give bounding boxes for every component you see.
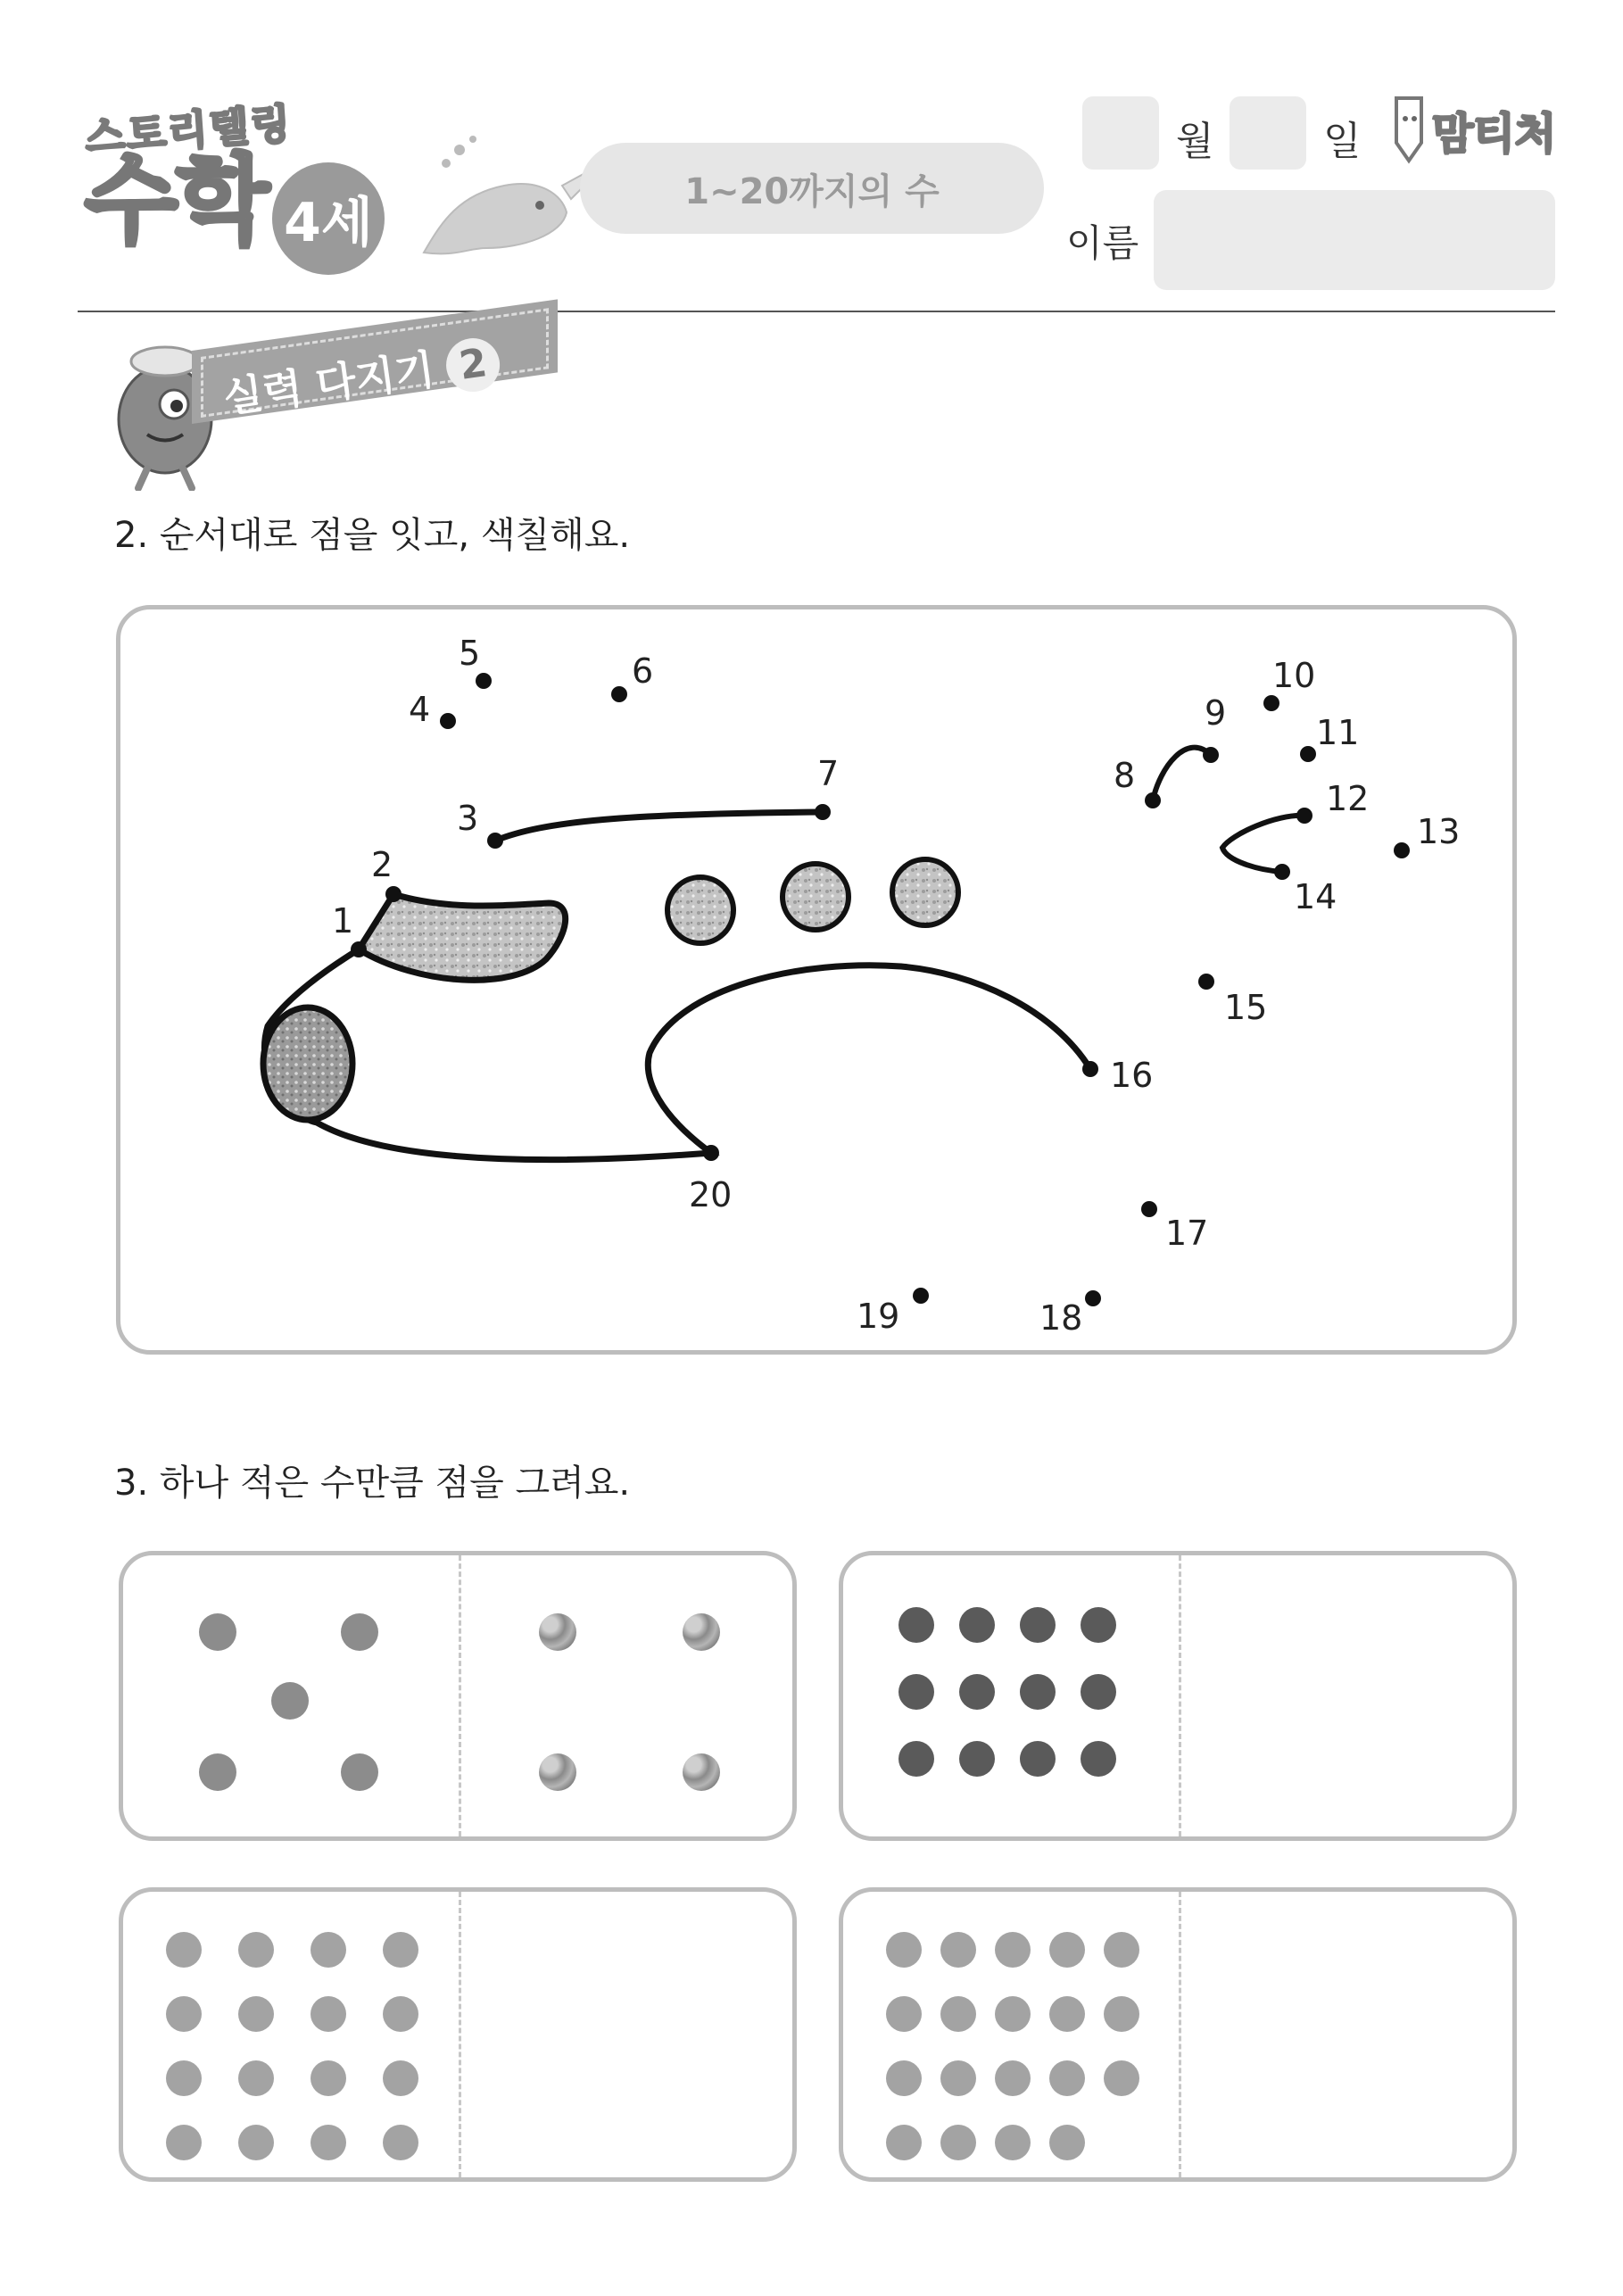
answer-dot [683, 1613, 720, 1651]
dot-4 [440, 713, 456, 729]
example-dot [886, 2060, 922, 2096]
example-dot [238, 2060, 274, 2096]
dot-19 [913, 1288, 929, 1304]
dot-6 [611, 686, 627, 702]
box-divider [1179, 1892, 1181, 2177]
label-2: 2 [371, 845, 393, 884]
porthole-3 [892, 859, 958, 925]
series-title: 스토리텔링 [83, 98, 294, 162]
answer-area[interactable] [1182, 1892, 1512, 2177]
answer-dot [539, 1613, 576, 1651]
answer-dot [683, 1753, 720, 1791]
topic-pill: 1~20까지의 수 [580, 143, 1044, 234]
label-18: 18 [1039, 1298, 1083, 1338]
dot-5 [476, 673, 492, 689]
example-dot [940, 1996, 976, 2032]
dot-1 [351, 941, 367, 957]
answer-area[interactable] [1182, 1555, 1512, 1836]
example-dot [383, 2060, 418, 2096]
example-dot [311, 2060, 346, 2096]
example-dot [271, 1682, 309, 1720]
flame-curve-lower [1222, 816, 1304, 872]
rocket-nose [263, 1007, 352, 1120]
dot-16 [1082, 1061, 1098, 1077]
example-dot [1104, 2060, 1139, 2096]
label-16: 16 [1110, 1056, 1154, 1095]
label-17: 17 [1165, 1214, 1209, 1253]
dot-3 [487, 833, 503, 849]
box-nineteen [839, 1887, 1517, 2182]
example-dot [886, 1932, 922, 1968]
example-dot [898, 1674, 934, 1710]
box-twelve [839, 1551, 1517, 1841]
label-13: 13 [1417, 812, 1461, 851]
example-dot [166, 2060, 202, 2096]
label-4: 4 [409, 690, 431, 729]
month-label: 월 [1176, 119, 1214, 164]
label-5: 5 [459, 634, 481, 673]
example-dot [995, 2060, 1031, 2096]
example-dot [341, 1613, 378, 1651]
dot-12 [1296, 808, 1312, 824]
age-badge: 4세 [272, 162, 385, 275]
dot-14 [1274, 864, 1290, 880]
example-dot [199, 1613, 236, 1651]
example-dot [383, 2125, 418, 2160]
example-dot [886, 2125, 922, 2160]
label-20: 20 [689, 1175, 733, 1214]
example-dot [1104, 1996, 1139, 2032]
rocket-canopy [359, 894, 566, 980]
example-dot [1020, 1607, 1056, 1643]
name-label: 이름 [1066, 221, 1139, 265]
question-3-text: 3. 하나 적은 수만큼 점을 그려요. [114, 1463, 631, 1504]
example-dot [959, 1674, 995, 1710]
answer-area[interactable] [462, 1892, 792, 2177]
example-dot [311, 1996, 346, 2032]
subject-title: 수학 [85, 145, 268, 257]
example-dot [166, 2125, 202, 2160]
dot-17 [1141, 1201, 1157, 1217]
flame-curve-upper [1153, 748, 1211, 800]
label-12: 12 [1326, 779, 1370, 818]
example-dot [199, 1753, 236, 1791]
example-dot [166, 1932, 202, 1968]
question-2-text: 2. 순서대로 점을 잇고, 색칠해요. [114, 515, 631, 556]
example-dot [1081, 1741, 1116, 1777]
rocket-body-outline [264, 949, 1090, 1160]
dot-11 [1300, 746, 1316, 762]
label-9: 9 [1205, 693, 1227, 733]
day-label: 일 [1323, 119, 1362, 164]
publisher-name: 맘티처 [1432, 109, 1557, 159]
example-dot [166, 1996, 202, 2032]
section-number: 2 [443, 335, 503, 395]
label-6: 6 [632, 651, 654, 691]
dot-15 [1198, 974, 1214, 990]
dot-20 [703, 1145, 719, 1161]
box-five [119, 1551, 797, 1841]
answer-dot [539, 1753, 576, 1791]
label-11: 11 [1316, 713, 1360, 752]
example-dot [959, 1741, 995, 1777]
example-dot [995, 1932, 1031, 1968]
example-dot [1020, 1741, 1056, 1777]
label-14: 14 [1294, 877, 1337, 916]
dot-2 [385, 886, 402, 902]
example-dot [995, 2125, 1031, 2160]
dot-13 [1394, 842, 1410, 858]
example-dot [959, 1607, 995, 1643]
example-dot [1081, 1674, 1116, 1710]
section-title: 실력 다지기 [219, 344, 438, 423]
example-dot [886, 1996, 922, 2032]
example-dot [341, 1753, 378, 1791]
example-dot [940, 2060, 976, 2096]
example-dot [311, 1932, 346, 1968]
label-15: 15 [1224, 988, 1268, 1027]
porthole-2 [783, 864, 849, 930]
example-dot [1104, 1932, 1139, 1968]
example-dot [383, 1932, 418, 1968]
porthole-1 [667, 877, 733, 943]
example-dot [238, 2125, 274, 2160]
example-dot [238, 1996, 274, 2032]
example-dot [383, 1996, 418, 2032]
example-dot [940, 1932, 976, 1968]
example-dot [898, 1741, 934, 1777]
example-dot [898, 1607, 934, 1643]
example-dot [940, 2125, 976, 2160]
label-8: 8 [1114, 756, 1136, 795]
box-divider [459, 1892, 461, 2177]
example-dot [311, 2125, 346, 2160]
box-divider [1179, 1555, 1181, 1836]
label-1: 1 [332, 901, 354, 941]
rocket-top-line [495, 812, 823, 841]
label-7: 7 [817, 754, 840, 793]
dot-8 [1145, 792, 1161, 808]
example-dot [1049, 2060, 1085, 2096]
example-dot [238, 1932, 274, 1968]
dot-7 [815, 804, 831, 820]
box-divider [459, 1555, 461, 1836]
dot-18 [1085, 1290, 1101, 1306]
box-sixteen [119, 1887, 797, 2182]
example-dot [1081, 1607, 1116, 1643]
dot-labels [332, 634, 1460, 1338]
example-dot [1049, 1996, 1085, 2032]
label-10: 10 [1272, 656, 1316, 695]
example-dot [1020, 1674, 1056, 1710]
label-3: 3 [457, 799, 479, 838]
example-dot [995, 1996, 1031, 2032]
dot-9 [1203, 747, 1219, 763]
example-dot [1049, 1932, 1085, 1968]
dot-10 [1263, 695, 1279, 711]
label-19: 19 [857, 1297, 900, 1336]
example-dot [1049, 2125, 1085, 2160]
